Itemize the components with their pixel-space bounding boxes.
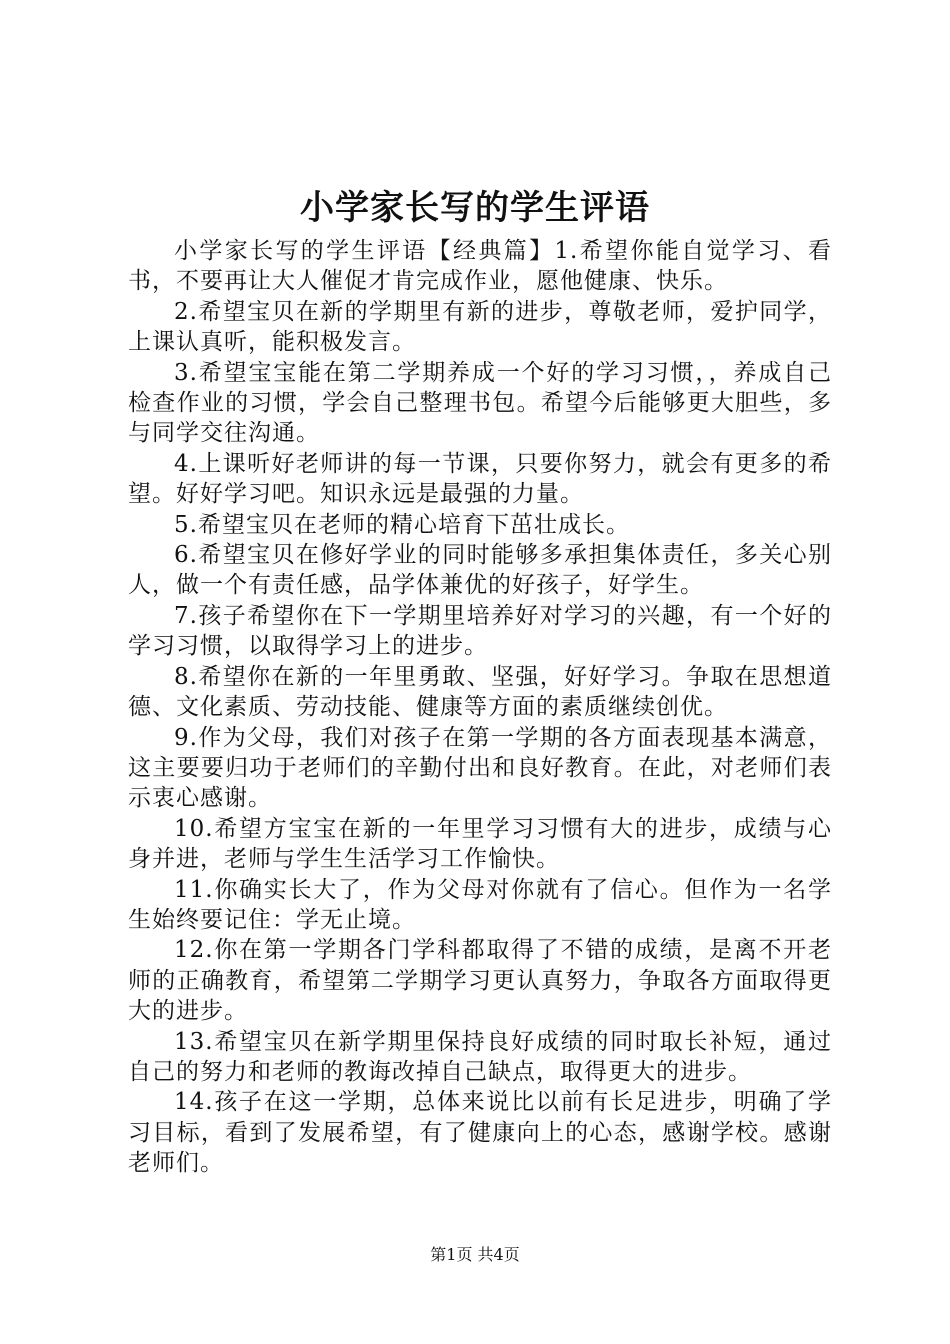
paragraph-12: 12.你在第一学期各门学科都取得了不错的成绩，是离不开老师的正确教育，希望第二学期学习更认真努力，争取各方面取得更大的进步。 — [128, 937, 832, 1025]
paragraph-14: 14.孩子在这一学期，总体来说比以前有长足进步，明确了学习目标，看到了发展希望，有了健康向上的心态，感谢学校。感谢老师们。 — [128, 1089, 832, 1177]
paragraph-13: 13.希望宝贝在新学期里保持良好成绩的同时取长补短，通过自己的努力和老师的教诲改掉自己缺点，取得更大的进步。 — [128, 1028, 832, 1085]
paragraph-4: 4.上课听好老师讲的每一节课，只要你努力，就会有更多的希望。好好学习吧。知识永远是最强的力量。 — [128, 450, 832, 508]
paragraph-3: 3.希望宝宝能在第二学期养成一个好的学习习惯，，养成自己检查作业的习惯，学会自己整理书包。希望今后能够更大胆些，多与同学交往沟通。 — [128, 359, 832, 447]
page-footer: 第1页 共4页 — [430, 1245, 520, 1264]
paragraph-1: 小学家长写的学生评语【经典篇】1.希望你能自觉学习、看书，不要再让大人催促才肯完成作业，愿他健康、快乐。 — [128, 238, 832, 295]
document-title: 小学家长写的学生评语 — [300, 188, 650, 228]
paragraph-11: 11.你确实长大了，作为父母对你就有了信心。但作为一名学生始终要记住：学无止境。 — [128, 876, 832, 933]
paragraph-10: 10.希望方宝宝在新的一年里学习习惯有大的进步，成绩与心身并进，老师与学生生活学习工作愉快。 — [128, 815, 832, 873]
paragraph-5: 5.希望宝贝在老师的精心培育下茁壮成长。 — [174, 511, 630, 538]
paragraph-7: 7.孩子希望你在下一学期里培养好对学习的兴趣，有一个好的学习习惯，以取得学习上的进步。 — [128, 602, 832, 660]
paragraph-8: 8.希望你在新的一年里勇敢、坚强，好好学习。争取在思想道德、文化素质、劳动技能、健康等方面的素质继续创优。 — [128, 663, 832, 721]
paragraph-2: 2.希望宝贝在新的学期里有新的进步，尊敬老师，爱护同学，上课认真听，能积极发言。 — [128, 298, 832, 356]
paragraph-6: 6.希望宝贝在修好学业的同时能够多承担集体责任，多关心别人，做一个有责任感，品学体兼优的好孩子，好学生。 — [128, 542, 832, 599]
document-body — [128, 236, 832, 1179]
paragraph-9: 9.作为父母，我们对孩子在第一学期的各方面表现基本满意，这主要要归功于老师们的辛勤付出和良好教育。在此，对老师们表示衷心感谢。 — [128, 724, 832, 812]
